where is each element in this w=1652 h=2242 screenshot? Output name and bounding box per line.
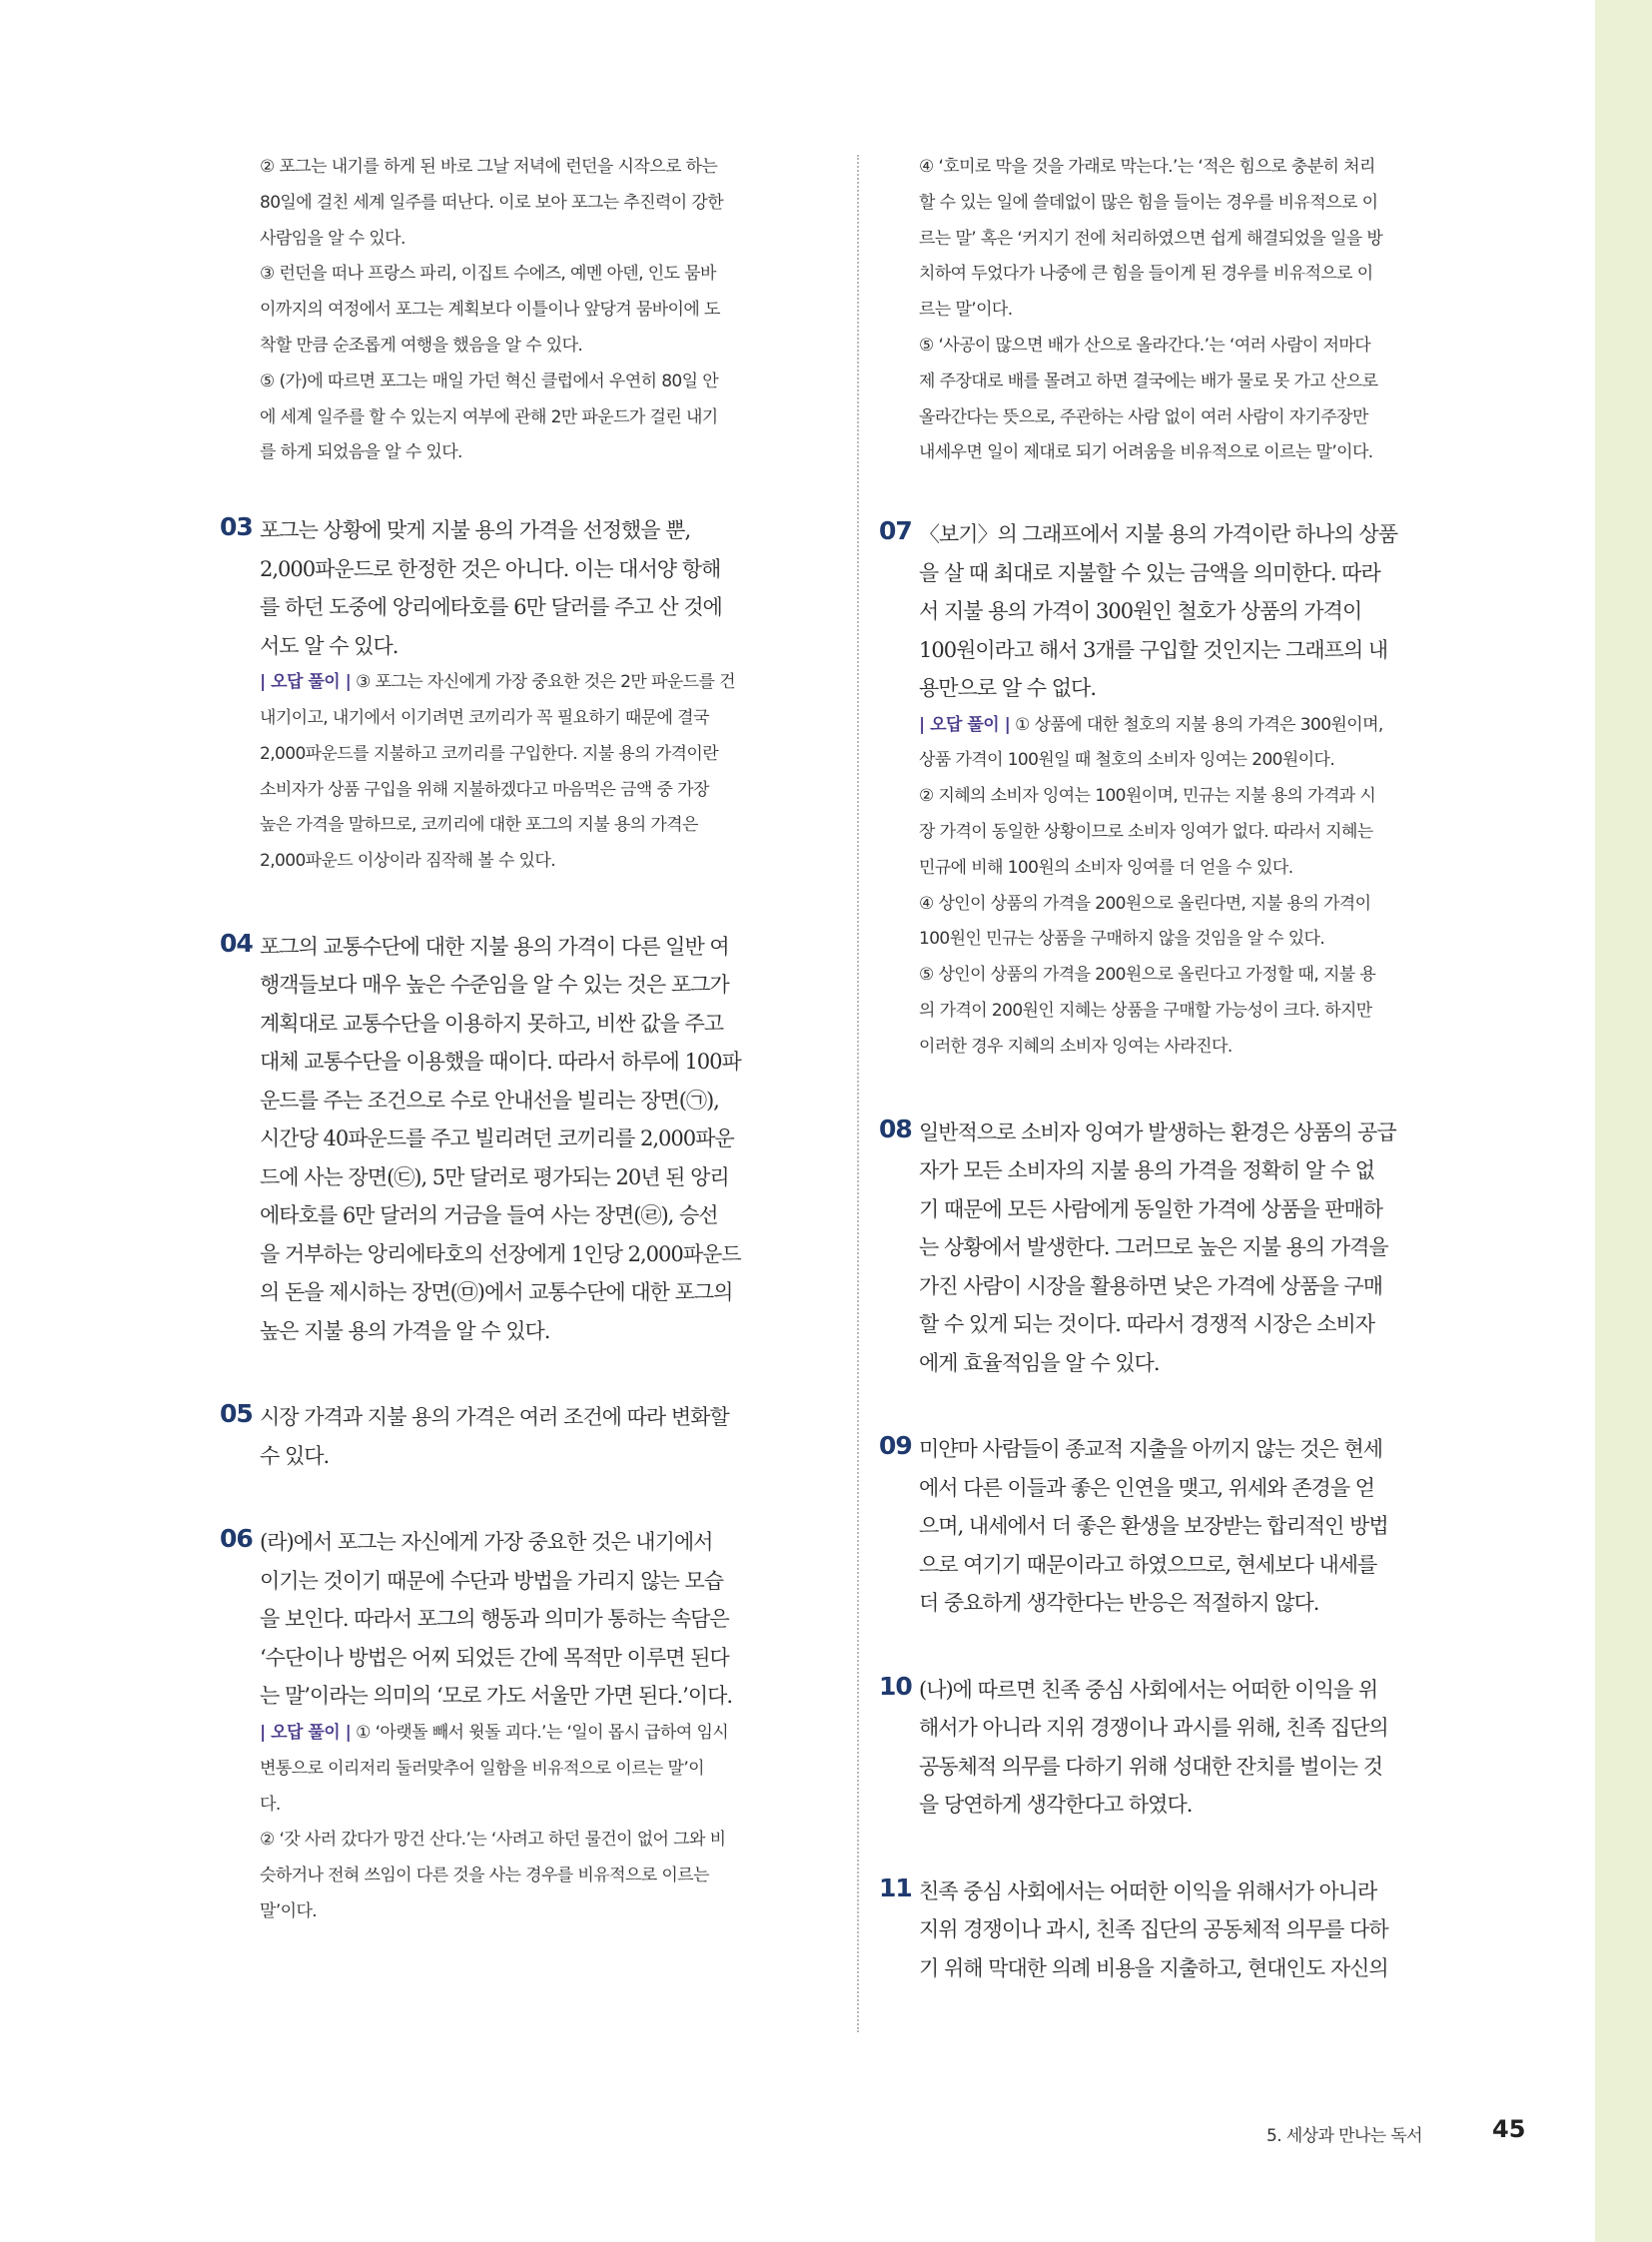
left-column xyxy=(220,150,819,1930)
explanation-text: ① 상품에 대한 철호의 지불 용의 가격은 300원이며, 상품 가격이 100원일 때 철호의 소비자 잉여는 200원이다. ② 지혜의 소비자 잉여는 100원이며, 민규는 지불 용의 가격과 시 장 가격이 동일한 상황이므로 소비자 잉여가 없다. 따라서 지혜는 민규에 비해 100원의 소비자 잉여를 더 얻을 수 있다. ④ 상인이 상품의 가격을 200원으로 올린다면, 지불 용의 가격이 100원인 민규는 상품을 구매하지 않을 것임을 알 수 있다. ⑤ 상인이 상품의 가격을 200원으로 올린다고 가정할 때, 지불 용 의 가격이 200원인 지혜는 상품을 구매할 가능성이 크다. 하지만 이러한 경우 지혜의 소비자 잉여는 사라진다. xyxy=(919,714,1383,1057)
right-top-explanation: ④ ‘호미로 막을 것을 가래로 막는다.’는 ‘적은 힘으로 충분히 처리 할 수 있는 일에 쓸데없이 많은 힘을 들이는 경우를 비유적으로 이 르는 말’ 혹은 ‘커지기 전에 처리하였으면 쉽게 해결되었을 일을 방 치하여 두었다가 나중에 큰 힘을 들이게 된 경우를 비유적으로 이 르는 말’이다. ⑤ ‘사공이 많으면 배가 산으로 올라간다.’는 ‘여러 사람이 저마다 제 주장대로 배를 몰려고 하면 결국에는 배가 물로 못 가고 산으로 올라간다는 뜻으로, 주관하는 사람 없이 여러 사람이 자기주장만 내세우면 일이 제대로 되기 어려움을 비유적으로 이르는 말’이다. xyxy=(919,157,1383,463)
answer-text: 〈보기〉의 그래프에서 지불 용의 가격이란 하나의 상품 을 살 때 최대로 지불할 수 있는 금액을 의미한다. 따라 서 지불 용의 가격이 300원인 철호가 상품의 가격이 100원이라고 해서 3개를 구입할 것인지는 그래프의 내 용만으로 알 수 없다. xyxy=(919,522,1398,701)
explanation-text: ③ 포그는 자신에게 가장 중요한 것은 2만 파운드를 건 내기이고, 내기에서 이기려면 코끼리가 꼭 필요하기 때문에 결국 2,000파운드를 지불하고 코끼리를 구입한다. 지불 용의 가격이란 소비자가 상품 구입을 위해 지불하겠다고 마음먹은 금액 중 가장 높은 가격을 말하므로, 코끼리에 대한 포그의 지불 용의 가격은 2,000파운드 이상이라 짐작해 볼 수 있다. xyxy=(260,672,735,872)
question-number: 03 xyxy=(220,512,253,542)
wrong-answer-badge: | 오답 풀이 | xyxy=(919,714,1011,735)
wrong-answer-explanation xyxy=(919,708,1498,1066)
page-number: 45 xyxy=(1492,2115,1526,2143)
question-number: 09 xyxy=(879,1431,912,1461)
explanation-text: ① ‘아랫돌 빼서 윗돌 괴다.’는 ‘일이 몹시 급하여 임시 변통으로 이리저리 둘러맞추어 일함을 비유적으로 이르는 말’이 다. ② ‘갓 사러 갔다가 망건 산다.’는 ‘사려고 하던 물건이 없어 그와 비 슷하거나 전혀 쓰임이 다른 것을 사는 경우를 비유적으로 이르는 말’이다. xyxy=(260,1722,729,1921)
question-10 xyxy=(879,1671,1498,1825)
footer xyxy=(1266,2121,1422,2146)
question-number: 10 xyxy=(879,1671,912,1701)
answer-text: 미얀마 사람들이 종교적 지출을 아끼지 않는 것은 현세 에서 다른 이들과 좋은 인연을 맺고, 위세와 존경을 얻 으며, 내세에서 더 좋은 환생을 보장받는 합리적인 방법 으로 여기기 때문이라고 하였으므로, 현세보다 내세를 더 중요하게 생각한다는 반응은 적절하지 않다. xyxy=(919,1437,1388,1616)
answer-text: (나)에 따르면 친족 중심 사회에서는 어떠한 이익을 위 해서가 아니라 지위 경쟁이나 과시를 위해, 친족 집단의 공동체적 의무를 다하기 위해 성대한 잔치를 벌이는 것 을 당연하게 생각한다고 하였다. xyxy=(919,1677,1388,1818)
question-05 xyxy=(220,1398,819,1475)
column-divider xyxy=(857,155,859,2032)
wrong-answer-explanation xyxy=(260,1716,819,1930)
question-number: 05 xyxy=(220,1399,253,1429)
right-column xyxy=(879,150,1498,1987)
wrong-answer-badge: | 오답 풀이 | xyxy=(260,672,352,693)
answer-text: 시장 가격과 지불 용의 가격은 여러 조건에 따라 변화할 수 있다. xyxy=(260,1405,729,1468)
left-top-explanation: ② 포그는 내기를 하게 된 바로 그날 저녁에 런던을 시작으로 하는 80일에 걸친 세계 일주를 떠난다. 이로 보아 포그는 추진력이 강한 사람임을 알 수 있다. ③ 런던을 떠나 프랑스 파리, 이집트 수에즈, 예멘 아덴, 인도 뭄바 이까지의 여정에서 포그는 계획보다 이틀이나 앞당겨 뭄바이에 도 착할 만큼 순조롭게 여행을 했음을 알 수 있다. ⑤ (가)에 따르면 포그는 매일 가던 혁신 클럽에서 우연히 80일 안 에 세계 일주를 할 수 있는지 여부에 관해 2만 파운드가 걸린 내기 를 하게 되었음을 알 수 있다. xyxy=(260,157,724,463)
wrong-answer-badge: | 오답 풀이 | xyxy=(260,1722,352,1743)
answer-text: 포그의 교통수단에 대한 지불 용의 가격이 다른 일반 여 행객들보다 매우 높은 수준임을 알 수 있는 것은 포그가 계획대로 교통수단을 이용하지 못하고, 비싼 값을 주고 대체 교통수단을 이용했을 때이다. 따라서 하루에 100파 운드를 주는 조건으로 수로 안내선을 빌리는 장면(㉠), 시간당 40파운드를 주고 빌리려던 코끼리를 2,000파운 드에 사는 장면(㉢), 5만 달러로 평가되는 20년 된 앙리 에타호를 6만 달러의 거금을 들여 사는 장면(㉣), 승선 을 거부하는 앙리에타호의 선장에게 1인당 2,000파운드 의 돈을 제시하는 장면(㉤)에서 교통수단에 대한 포그의 높은 지불 용의 가격을 알 수 있다. xyxy=(260,934,741,1343)
question-06 xyxy=(220,1523,819,1929)
question-03 xyxy=(220,511,819,880)
question-08 xyxy=(879,1114,1498,1383)
question-09 xyxy=(879,1430,1498,1623)
question-number: 06 xyxy=(220,1524,253,1554)
wrong-answer-explanation xyxy=(260,665,819,880)
answer-text: 친족 중심 사회에서는 어떠한 이익을 위해서가 아니라 지위 경쟁이나 과시, 친족 집단의 공동체적 의무를 다하 기 위해 막대한 의례 비용을 지출하고, 현대인도 자신의 xyxy=(919,1878,1388,1980)
question-07 xyxy=(879,515,1498,1065)
question-number: 08 xyxy=(879,1114,912,1143)
question-number: 07 xyxy=(879,516,912,546)
chapter-label: 5. 세상과 만나는 독서 xyxy=(1266,2126,1423,2146)
side-color-strip xyxy=(1595,0,1652,2242)
question-number: 11 xyxy=(879,1872,912,1902)
answer-text: (라)에서 포그는 자신에게 가장 중요한 것은 내기에서 이기는 것이기 때문에 수단과 방법을 가리지 않는 모습 을 보인다. 따라서 포그의 행동과 의미가 통하는 속담은 ‘수단이나 방법은 어찌 되었든 간에 목적만 이루면 된다 는 말’이라는 의미의 ‘모로 가도 서울만 가면 된다.’이다. xyxy=(260,1530,733,1709)
question-11 xyxy=(879,1872,1498,1988)
answer-text: 포그는 상황에 맞게 지불 용의 가격을 선정했을 뿐, 2,000파운드로 한정한 것은 아니다. 이는 대서양 항해 를 하던 도중에 앙리에타호를 6만 달러를 주고 산 것에 서도 알 수 있다. xyxy=(260,518,722,658)
question-04 xyxy=(220,928,819,1351)
answer-text: 일반적으로 소비자 잉여가 발생하는 환경은 상품의 공급 자가 모든 소비자의 지불 용의 가격을 정확히 알 수 없 기 때문에 모든 사람에게 동일한 가격에 상품을 판매하 는 상황에서 발생한다. 그러므로 높은 지불 용의 가격을 가진 사람이 시장을 활용하면 낮은 가격에 상품을 구매 할 수 있게 되는 것이다. 따라서 경쟁적 시장은 소비자 에게 효율적임을 알 수 있다. xyxy=(919,1120,1396,1375)
question-number: 04 xyxy=(220,928,253,958)
